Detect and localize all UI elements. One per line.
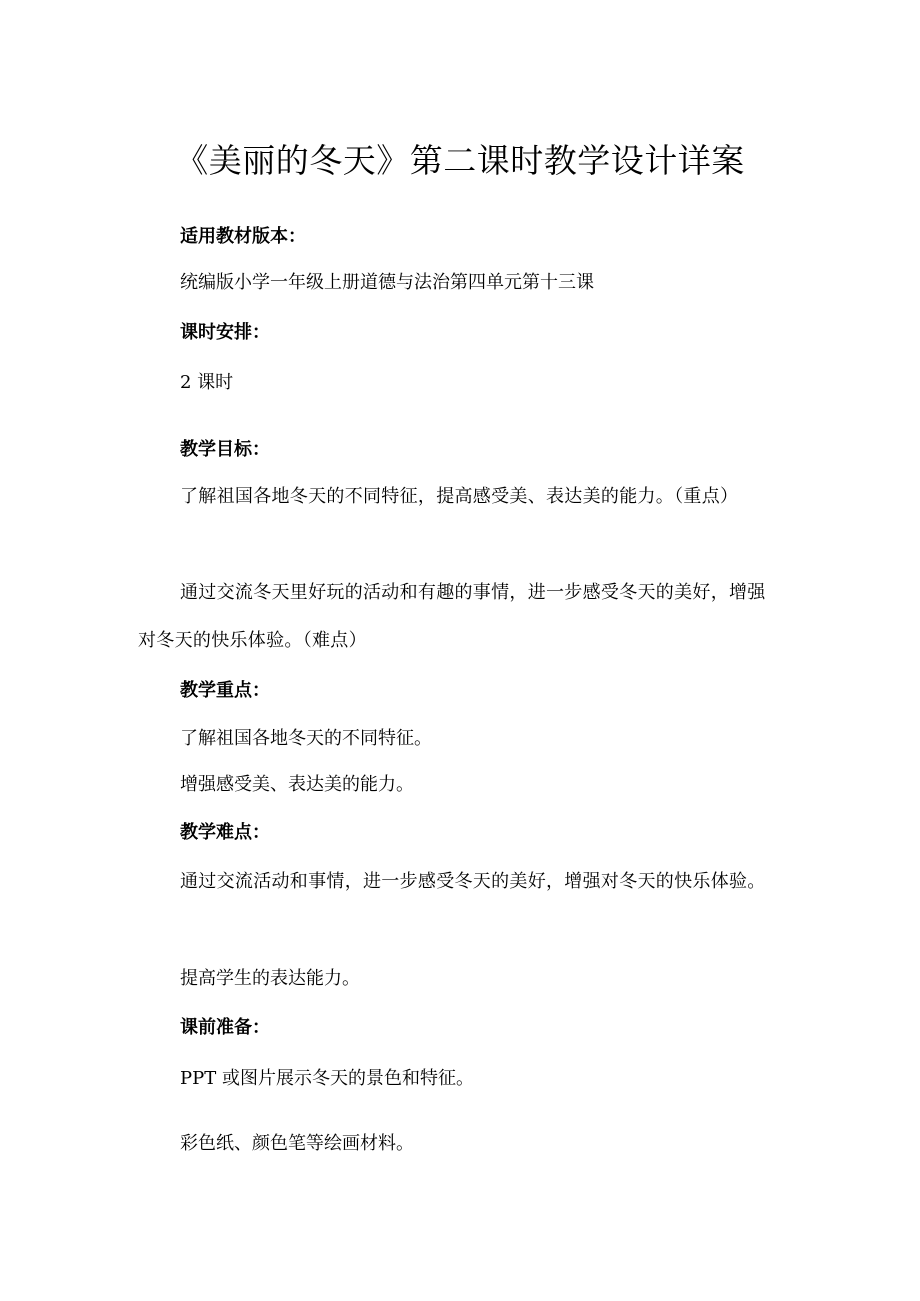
textbook-heading: 适用教材版本： bbox=[180, 226, 306, 247]
key-point-item: 增强感受美、表达美的能力。 bbox=[180, 774, 414, 795]
difficulties-heading: 教学难点： bbox=[180, 822, 270, 843]
key-point-item: 了解祖国各地冬天的不同特征。 bbox=[180, 728, 432, 749]
preparation-item: 彩色纸、颜色笔等绘画材料。 bbox=[180, 1133, 414, 1154]
textbook-content: 统编版小学一年级上册道德与法治第四单元第十三课 bbox=[180, 272, 594, 293]
objective-item: 了解祖国各地冬天的不同特征，提高感受美、表达美的能力。（重点） bbox=[180, 486, 739, 507]
schedule-heading: 课时安排： bbox=[180, 322, 270, 343]
schedule-content: 2 课时 bbox=[180, 372, 234, 393]
key-points-heading: 教学重点： bbox=[180, 680, 270, 701]
preparation-item: PPT 或图片展示冬天的景色和特征。 bbox=[180, 1068, 474, 1089]
objectives-heading: 教学目标： bbox=[180, 439, 270, 460]
objective-item: 通过交流冬天里好玩的活动和有趣的事情，进一步感受冬天的美好，增强对冬天的快乐体验。（难点） bbox=[138, 582, 766, 651]
document-title: 《美丽的冬天》第二课时教学设计详案 bbox=[175, 141, 745, 180]
difficulty-item: 通过交流活动和事情，进一步感受冬天的美好，增强对冬天的快乐体验。 bbox=[180, 871, 766, 892]
preparation-heading: 课前准备： bbox=[180, 1017, 270, 1038]
difficulty-item: 提高学生的表达能力。 bbox=[180, 968, 360, 989]
